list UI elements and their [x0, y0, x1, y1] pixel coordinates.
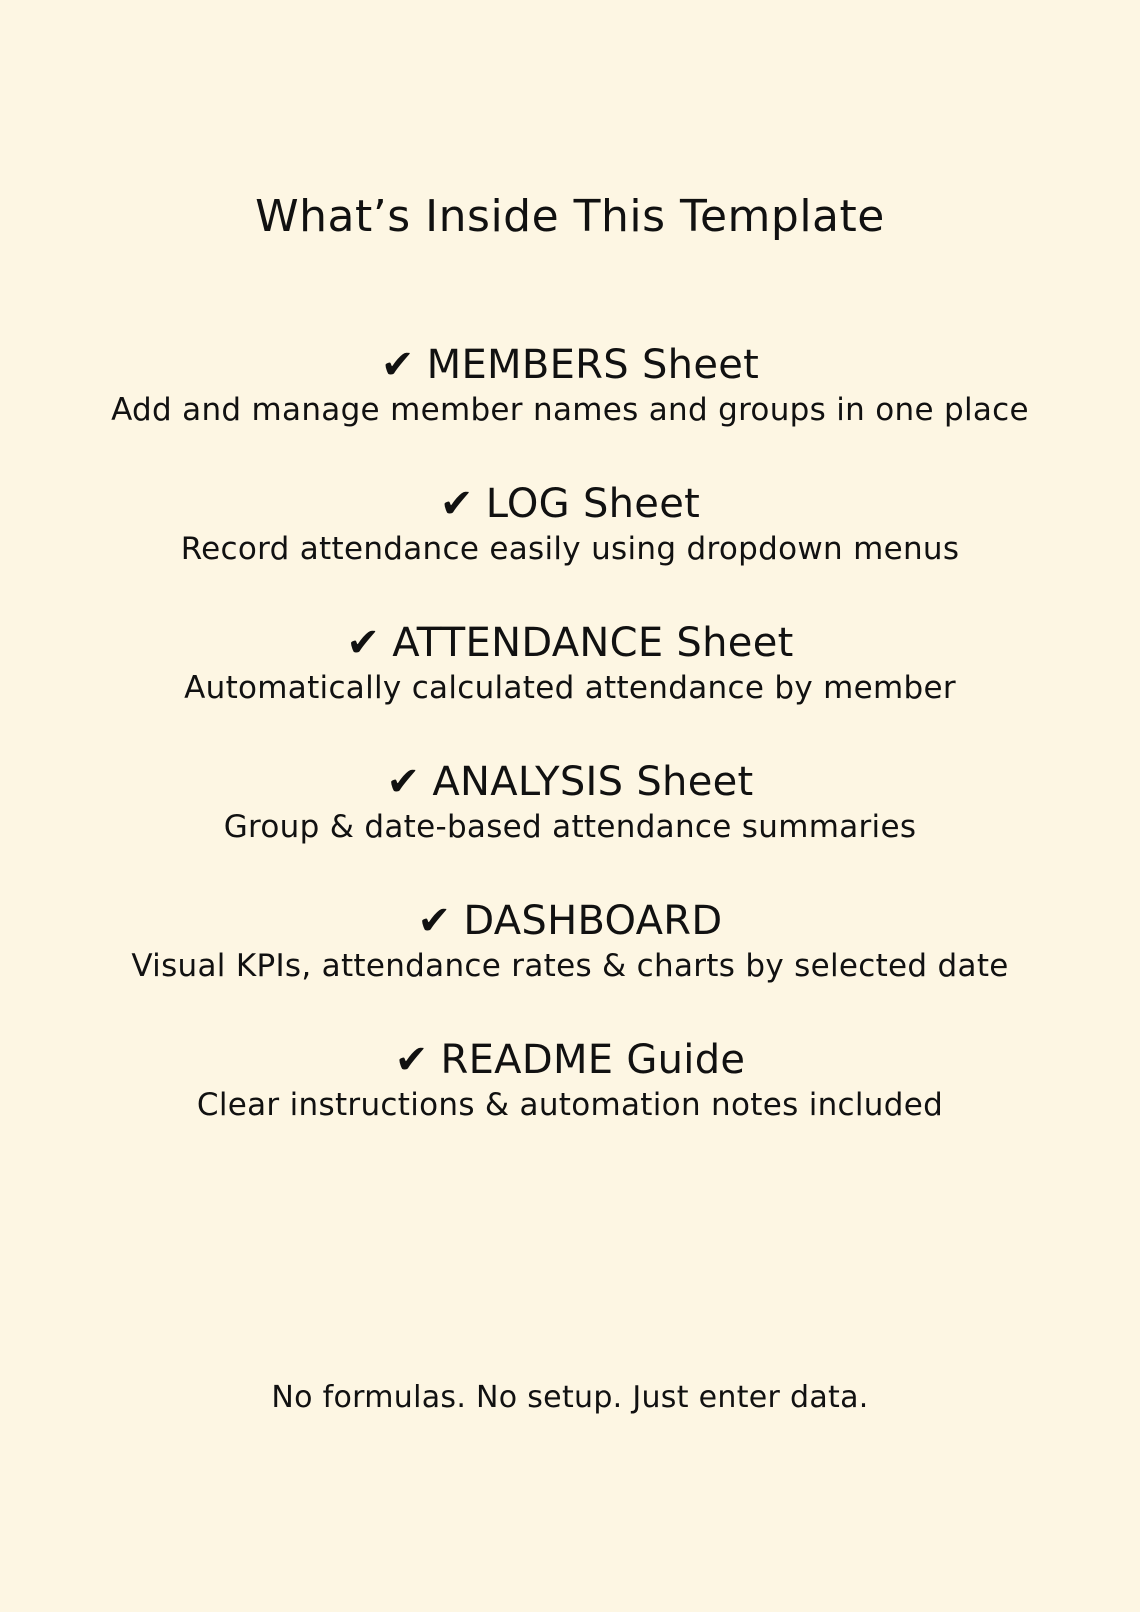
- feature-description: Record attendance easily using dropdown menus: [180, 531, 960, 567]
- feature-heading: [0, 1035, 1140, 1085]
- feature-description: Automatically calculated attendance by member: [184, 670, 956, 706]
- checkmark-icon: ✔: [346, 620, 381, 666]
- feature-heading: [0, 896, 1140, 946]
- checkmark-icon: ✔: [417, 898, 452, 944]
- checkmark-icon: ✔: [394, 1037, 429, 1083]
- feature-list: [0, 340, 1140, 1174]
- feature-title: LOG Sheet: [485, 481, 701, 527]
- feature-description: Add and manage member names and groups in one place: [111, 392, 1029, 428]
- feature-item-readme: [0, 1035, 1140, 1174]
- feature-heading: [0, 340, 1140, 390]
- feature-description: Clear instructions & automation notes included: [196, 1087, 944, 1123]
- page-title: What’s Inside This Template: [255, 191, 885, 242]
- checkmark-icon: ✔: [380, 342, 415, 388]
- feature-item-attendance: [0, 618, 1140, 757]
- feature-heading: [0, 618, 1140, 668]
- feature-description: Group & date-based attendance summaries: [223, 809, 917, 845]
- checkmark-icon: ✔: [439, 481, 474, 527]
- feature-heading: [0, 757, 1140, 807]
- feature-title: MEMBERS Sheet: [426, 342, 760, 388]
- feature-heading: [0, 479, 1140, 529]
- feature-title: ATTENDANCE Sheet: [392, 620, 794, 666]
- checkmark-icon: ✔: [386, 759, 421, 805]
- feature-item-analysis: [0, 757, 1140, 896]
- feature-item-dashboard: [0, 896, 1140, 1035]
- feature-description: Visual KPIs, attendance rates & charts by selected date: [131, 948, 1009, 984]
- footer-note: No formulas. No setup. Just enter data.: [271, 1380, 869, 1415]
- feature-title: README Guide: [440, 1037, 746, 1083]
- feature-item-members: [0, 340, 1140, 479]
- feature-item-log: [0, 479, 1140, 618]
- feature-title: DASHBOARD: [463, 898, 723, 944]
- feature-title: ANALYSIS Sheet: [432, 759, 754, 805]
